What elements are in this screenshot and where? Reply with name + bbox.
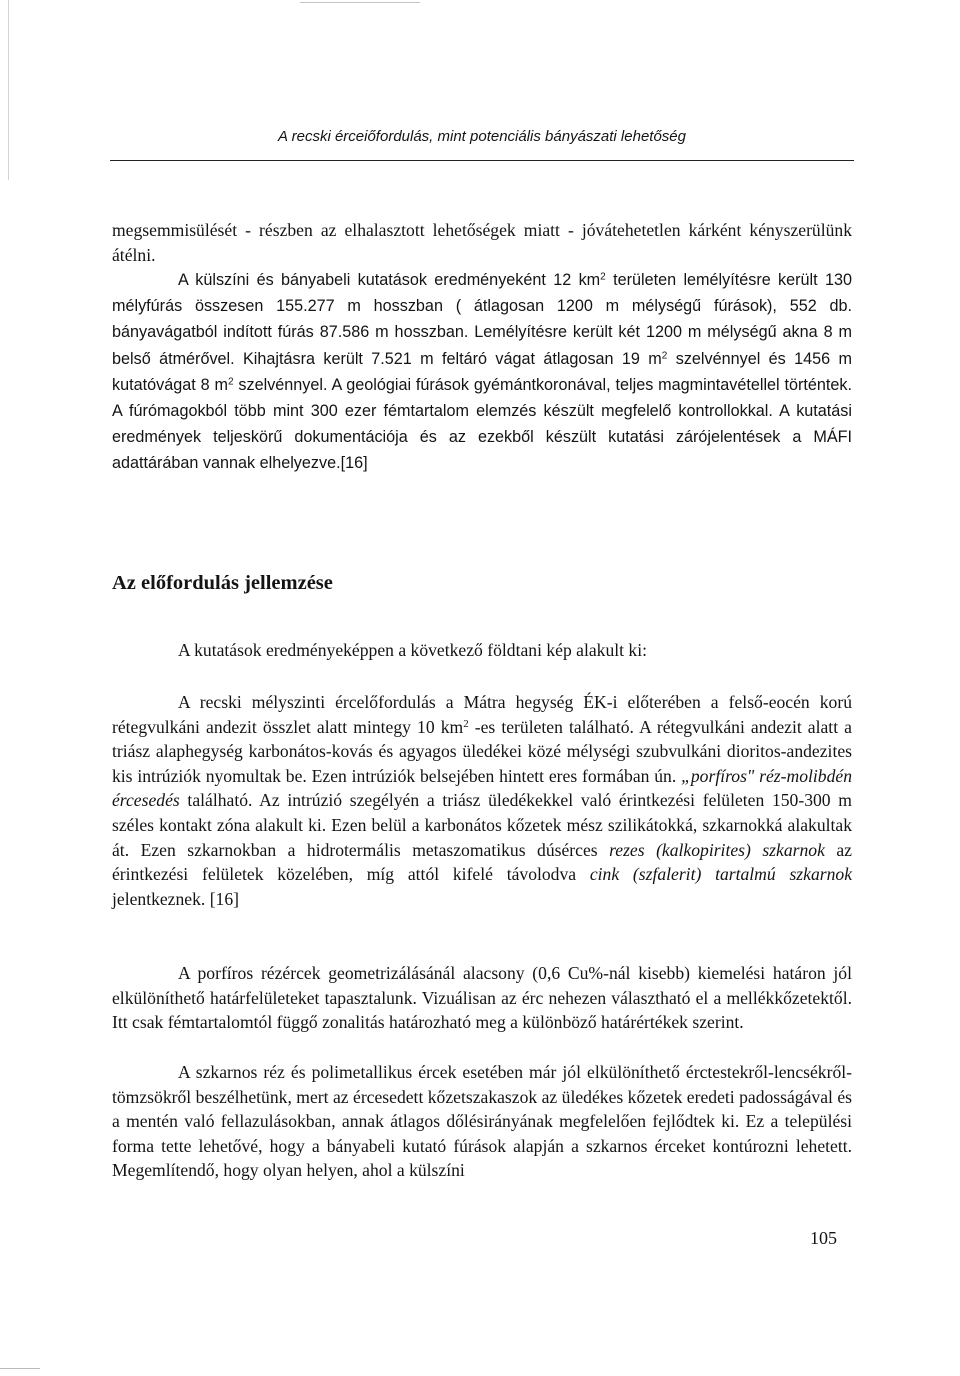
p6-text: A szkarnos réz és polimetallikus ércek esetében már jól elkülöníthető érctestekről-lencsékről-tömzsökről beszélhetünk, mert az ércesedett kőzetszakaszok az üledékes kőzetek eredeti padosságával és a mentén való fellazulásokban, annak átlagos dőlésirányának megfelelően fejlődtek ki. Ez a települési forma tette lehetővé, hogy a bányabeli kutató fúrások alapján a szkarnos érceket kontúrozni lehetett. Megemlítendő, hogy olyan helyen, ahol a külszíni [112, 1062, 852, 1181]
superscript-km2: 2 [463, 717, 469, 730]
paragraph-2 [112, 267, 852, 477]
p3-text: A kutatások eredményeképpen a következő földtani kép alakult ki: [178, 640, 648, 660]
p5-text: A porfíros rézércek geometrizálásánál alacsony (0,6 Cu%-nál kisebb) kiemelési határon jól elkülöníthető határfelületeket tapasztalunk. Vizuálisan az érc nehezen választható el a mellékkőzetektől. Itt csak fémtartalomtól függő zonalitás határozható meg a különböző határértékek szerint. [112, 963, 852, 1033]
superscript-m2: 2 [227, 376, 234, 388]
p4-text-1: A recski mélyszinti ércelőfordulás a Mátra hegység ÉK-i előterében a felső-eocén korú rétegvulkáni andezit összlet alatt mintegy 10 km [112, 692, 852, 737]
scan-edge-line-bottom [0, 1368, 40, 1369]
p2-text-1: A külszíni és bányabeli kutatások eredményeként 12 km [178, 271, 601, 289]
paragraph-5 [112, 961, 852, 1035]
section-heading: Az előfordulás jellemzése [112, 572, 333, 594]
superscript-m2: 2 [661, 350, 668, 362]
page-number: 105 [810, 1228, 837, 1248]
p4-italic-cink: cink (szfalerit) tartalmú szkarnok [589, 864, 852, 885]
p2-text-3: szelvénnyel és 1456 m kutatóvágat 8 m [112, 349, 852, 394]
running-header: A recski érceiőfordulás, mint potenciális bányászati lehetőség [278, 128, 686, 145]
paragraph-4 [112, 690, 852, 911]
superscript-km2: 2 [600, 271, 606, 283]
scan-edge-line-left [8, 0, 9, 180]
p4-text-3: található. Az intrúzió szegélyén a triász üledékekkel való érintkezési felületen 150-300 m széles kontakt zóna alakult ki. Ezen belül a karbonátos kőzetek mész szilikátokká, szkarnokká alakultak át. Ezen szkarnokban a hidrotermális metaszomatikus dúsérces [112, 790, 852, 860]
p4-text-5: jelentkeznek. [16] [112, 888, 240, 909]
scan-edge-line-top [300, 2, 420, 3]
p2-text-4: szelvénnyel. A geológiai fúrások gyémántkoronával, teljes magmintavétellel történtek. A fúrómagokból több mint 300 ezer fémtartalom elemzés készült megfelelő kontrollokkal. A kutatási eredmények teljeskörű dokumentációja és az ezekből készült kutatási zárójelentések a MÁFI adattárában vannak elhelyezve.[16] [112, 375, 852, 473]
p4-italic-rezes: rezes (kalkopirites) szkarnok [609, 839, 825, 860]
header-rule [110, 160, 854, 161]
p4-text-2: -es területen található. A rétegvulkáni andezit alatt a triász alaphegység karbonátos-kovás és agyagos üledékei közé mélységi szubvulkáni dioritos-andezites kis intrúziók nyomultak be. Ezen intrúziók belsejében hintett eres formában ún. [112, 716, 852, 786]
p2-text-2: területen lemélyítésre került 130 mélyfúrás összesen 155.277 m hosszban ( átlagosan 1200 m mélységű fúrások), 552 db. bányavágatból indított fúrás 87.586 m hosszban. Lemélyítésre került két 1200 m mélységű akna 8 m belső átmérővel. Kihajtásra került 7.521 m feltáró vágat átlagosan 19 m [112, 271, 853, 368]
paragraph-1 [112, 218, 852, 267]
paragraph-1-text: megsemmisülését - részben az elhalasztott lehetőségek miatt - jóvátehetetlen kárként kényszerülünk átélni. [112, 220, 852, 265]
p4-text-4: az érintkezési felületek közelében, míg attól kifelé távolodva [112, 839, 852, 885]
p4-italic-porfiros: „porfíros" réz-molibdén ércesedés [112, 765, 852, 811]
paragraph-6 [112, 1060, 852, 1183]
paragraph-3 [112, 638, 852, 663]
